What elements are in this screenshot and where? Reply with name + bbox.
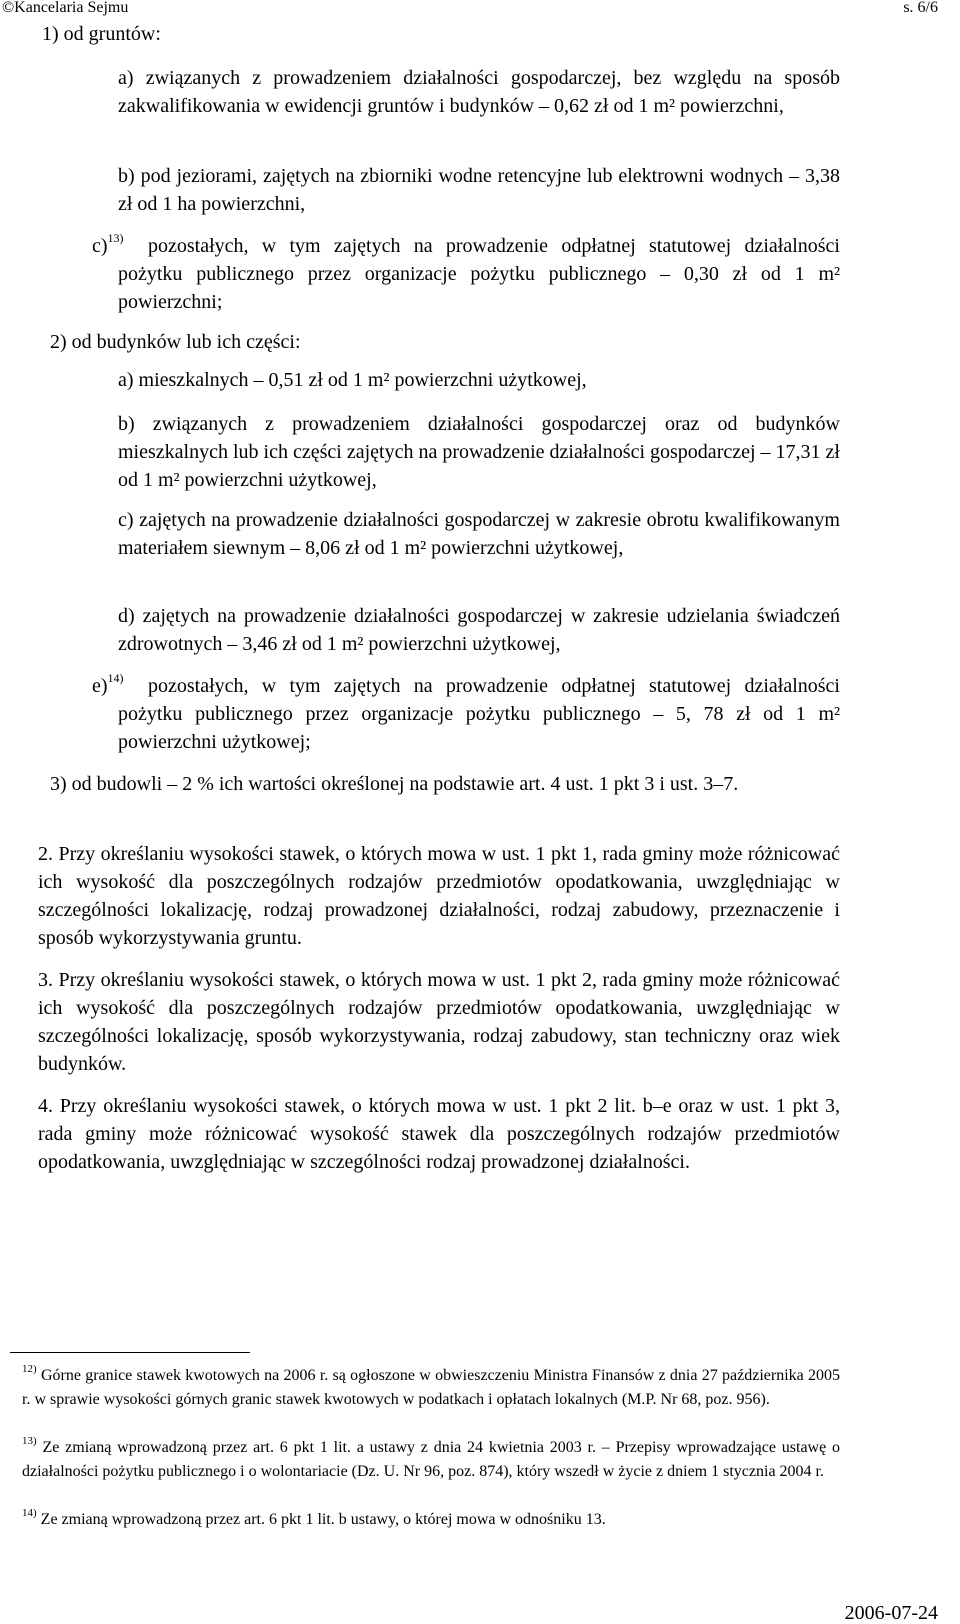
- section-4: 4. Przy określaniu wysokości stawek, o których mowa w ust. 1 pkt 2 lit. b–e oraz w ust. 1 pkt 3, rada gminy może różnicować wysokość stawek dla poszczególnych rodzajów przedmiotów opodatkowania, uwzględniając w szczególności rodzaj prowadzonej działalności.: [38, 1095, 840, 1173]
- footnote-ref-13: 13): [107, 231, 124, 246]
- footnote-separator: [10, 1352, 250, 1353]
- page-header: [0, 0, 960, 16]
- item-1c: pozostałych, w tym zajętych na prowadzenie odpłatnej statutowej działalności pożytku publicznego przez organizacje pożytku publicznego – 0,30 zł od 1 m² powierzchni;: [118, 235, 840, 313]
- section-2: 2. Przy określaniu wysokości stawek, o których mowa w ust. 1 pkt 1, rada gminy może różnicować ich wysokość dla poszczególnych rodzajów przedmiotów opodatkowania, uwzględniając w szczególności lokalizację, rodzaj prowadzonej działalności, rodzaj zabudowy, przeznaczenie i sposób wykorzystywania gruntu.: [38, 843, 840, 949]
- item-2c: c) zajętych na prowadzenie działalności gospodarczej w zakresie obrotu kwalifikowanym materiałem siewnym – 8,06 zł od 1 m² powierzchni użytkowej,: [118, 509, 840, 559]
- item-2e-label: e)$^{14)}$: [92, 671, 124, 697]
- item-2a: a) mieszkalnych – 0,51 zł od 1 m² powierzchni użytkowej,: [118, 369, 587, 391]
- item-1b: b) pod jeziorami, zajętych na zbiorniki wodne retencyjne lub elektrowni wodnych – 3,38 zł od 1 ha powierzchni,: [118, 165, 840, 215]
- item-1a: a) związanych z prowadzeniem działalności gospodarczej, bez względu na sposób zakwalifikowania w ewidencji gruntów i budynków – 0,62 zł od 1 m² powierzchni,: [118, 67, 840, 117]
- publisher-label: ©Kancelaria Sejmu: [2, 0, 129, 16]
- item-1c-label: c)$^{13)}$: [92, 231, 124, 257]
- item-2d: d) zajętych na prowadzenie działalności gospodarczej w zakresie udzielania świadczeń zdrowotnych – 3,46 zł od 1 m² powierzchni użytkowej,: [118, 605, 840, 655]
- item-2e: pozostałych, w tym zajętych na prowadzenie odpłatnej statutowej działalności pożytku publicznego przez organizacje pożytku publicznego – 5, 78 zł od 1 m² powierzchni użytkowej;: [118, 675, 840, 753]
- document-date: 2006-07-24: [844, 1602, 938, 1624]
- footnote-14: $^{14)}$ Ze zmianą wprowadzoną przez art. 6 pkt 1 lit. b ustawy, o której mowa w odnośniku 13.: [22, 1506, 606, 1528]
- footnote-12: $^{12)}$ Górne granice stawek kwotowych na 2006 r. są ogłoszone w obwieszczeniu Ministra Finansów z dnia 27 października 2005 r. w sprawie wysokości górnych granic stawek kwotowych w podatkach i opłatach lokalnych (M.P. Nr 68, poz. 956).: [22, 1362, 841, 1408]
- footnote-13: $^{13)}$ Ze zmianą wprowadzoną przez art. 6 pkt 1 lit. a ustawy z dnia 24 kwietnia 2003 r. – Przepisy wprowadzające ustawę o działalności pożytku publicznego i o wolontariacie (Dz. U. Nr 96, poz. 874), który wszedł w życie z dniem 1 stycznia 2004 r.: [22, 1434, 841, 1480]
- item-1: 1) od gruntów:: [42, 23, 161, 45]
- section-3: 3. Przy określaniu wysokości stawek, o których mowa w ust. 1 pkt 2, rada gminy może różnicować ich wysokość dla poszczególnych rodzajów przedmiotów opodatkowania, uwzględniając w szczególności lokalizację, sposób wykorzystywania, rodzaj zabudowy, stan techniczny oraz wiek budynków.: [38, 969, 840, 1075]
- page-number: s. 6/6: [903, 0, 938, 16]
- item-2: 2) od budynków lub ich części:: [50, 331, 301, 353]
- item-2b: b) związanych z prowadzeniem działalności gospodarczej oraz od budynków mieszkalnych lub ich części zajętych na prowadzenie działalności gospodarczej – 17,31 zł od 1 m² powierzchni użytkowej,: [118, 413, 840, 491]
- footnote-ref-14: 14): [107, 671, 124, 686]
- item-3: 3) od budowli – 2 % ich wartości określonej na podstawie art. 4 ust. 1 pkt 3 i ust. 3–7.: [50, 773, 739, 795]
